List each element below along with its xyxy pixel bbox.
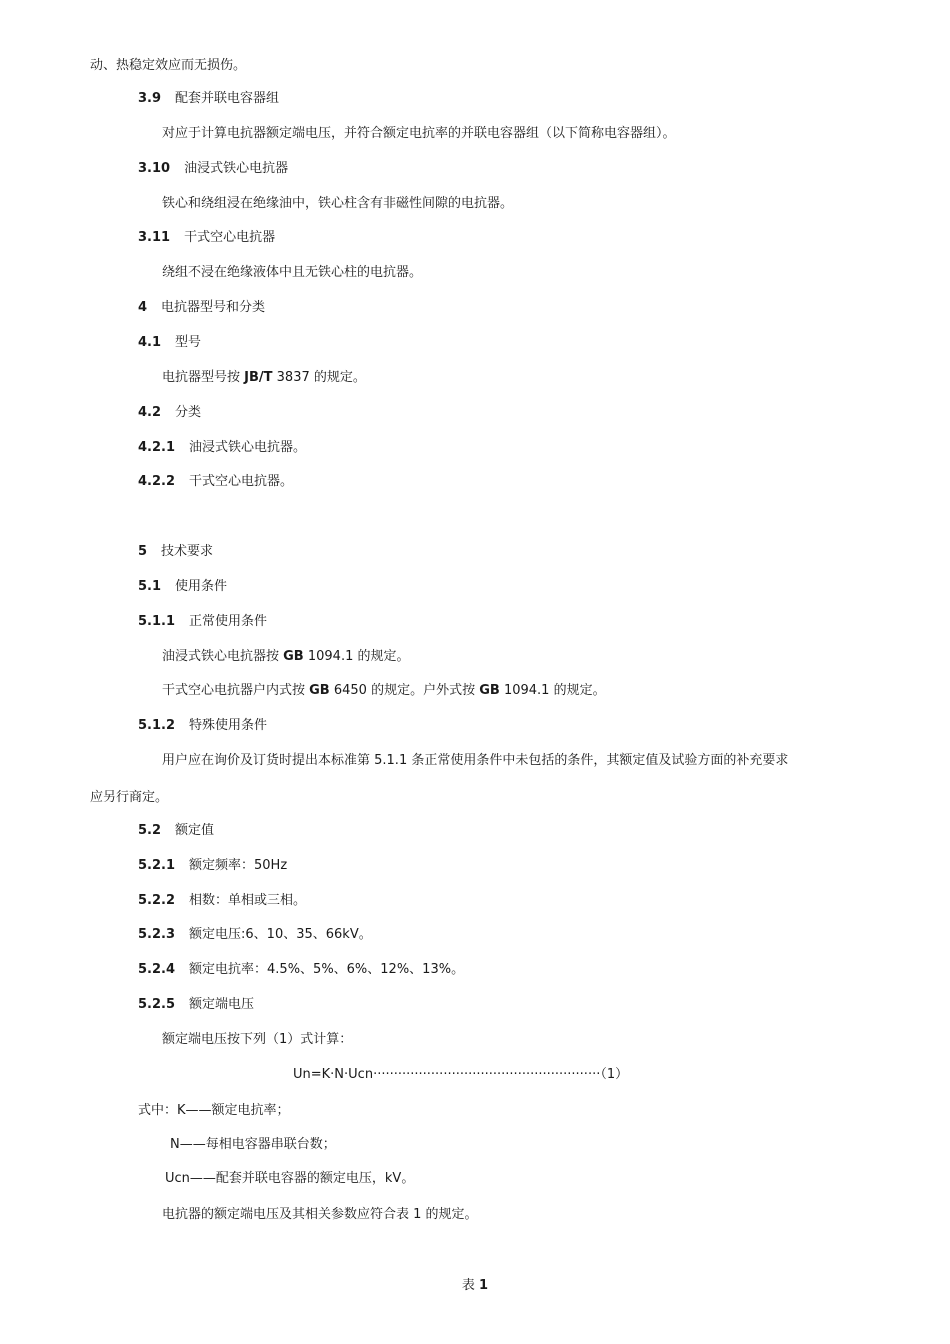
paragraph-continuation: 动、热稳定效应而无损伤。	[90, 58, 247, 73]
section-5-2-5-heading: 5.2.5 额定端电压	[138, 997, 255, 1012]
section-5-1-2-body-cont: 应另行商定。	[90, 790, 169, 805]
formula-legend-k: 式中：K——额定电抗率；	[138, 1103, 290, 1118]
formula-1: Un=K·N·Ucn·······················································（1）	[293, 1067, 629, 1082]
section-5-1-1-body-1: 油浸式铁心电抗器按 GB 1094.1 的规定。	[162, 649, 410, 664]
section-3-11-heading: 3.11 干式空心电抗器	[138, 230, 276, 245]
section-3-9-body: 对应于计算电抗器额定端电压，并符合额定电抗率的并联电容器组（以下简称电容器组）。	[162, 126, 676, 141]
section-3-10-heading: 3.10 油浸式铁心电抗器	[138, 161, 289, 176]
section-4-1-heading: 4.1 型号	[138, 335, 202, 350]
section-5-1-heading: 5.1 使用条件	[138, 579, 228, 594]
section-5-2-5-body: 额定端电压按下列（1）式计算：	[162, 1032, 353, 1047]
section-3-9-heading: 3.9 配套并联电容器组	[138, 91, 280, 106]
table-reference-sentence: 电抗器的额定端电压及其相关参数应符合表 1 的规定。	[162, 1207, 478, 1222]
section-3-11-body: 绕组不浸在绝缘液体中且无铁心柱的电抗器。	[162, 265, 423, 280]
section-5-1-2-heading: 5.1.2 特殊使用条件	[138, 718, 268, 733]
section-5-2-4-heading: 5.2.4 额定电抗率：4.5%、5%、6%、12%、13%。	[138, 962, 465, 977]
section-4-2-1-heading: 4.2.1 油浸式铁心电抗器。	[138, 440, 307, 455]
section-4-2-heading: 4.2 分类	[138, 405, 202, 420]
section-5-1-1-body-2: 干式空心电抗器户内式按 GB 6450 的规定。户外式按 GB 1094.1 的规定。	[162, 683, 606, 698]
section-5-1-1-heading: 5.1.1 正常使用条件	[138, 614, 268, 629]
section-5-2-2-heading: 5.2.2 相数：单相或三相。	[138, 893, 307, 908]
section-5-2-heading: 5.2 额定值	[138, 823, 215, 838]
table-1-caption: 表 1	[461, 1278, 489, 1293]
formula-legend-ucn: Ucn——配套并联电容器的额定电压，kV。	[165, 1171, 415, 1186]
section-5-1-2-body: 用户应在询价及订货时提出本标准第 5.1.1 条正常使用条件中未包括的条件，其额定值及试验方面的补充要求	[162, 753, 789, 768]
section-5-2-3-heading: 5.2.3 额定电压:6、10、35、66kV。	[138, 927, 372, 942]
section-3-10-body: 铁心和绕组浸在绝缘油中，铁心柱含有非磁性间隙的电抗器。	[162, 196, 514, 211]
section-5-heading: 5 技术要求	[138, 544, 214, 559]
section-5-2-1-heading: 5.2.1 额定频率：50Hz	[138, 858, 288, 873]
section-4-1-body: 电抗器型号按 JB/T 3837 的规定。	[162, 370, 366, 385]
formula-legend-n: N——每相电容器串联台数；	[170, 1137, 336, 1152]
section-4-heading: 4 电抗器型号和分类	[138, 300, 266, 315]
section-4-2-2-heading: 4.2.2 干式空心电抗器。	[138, 474, 294, 489]
